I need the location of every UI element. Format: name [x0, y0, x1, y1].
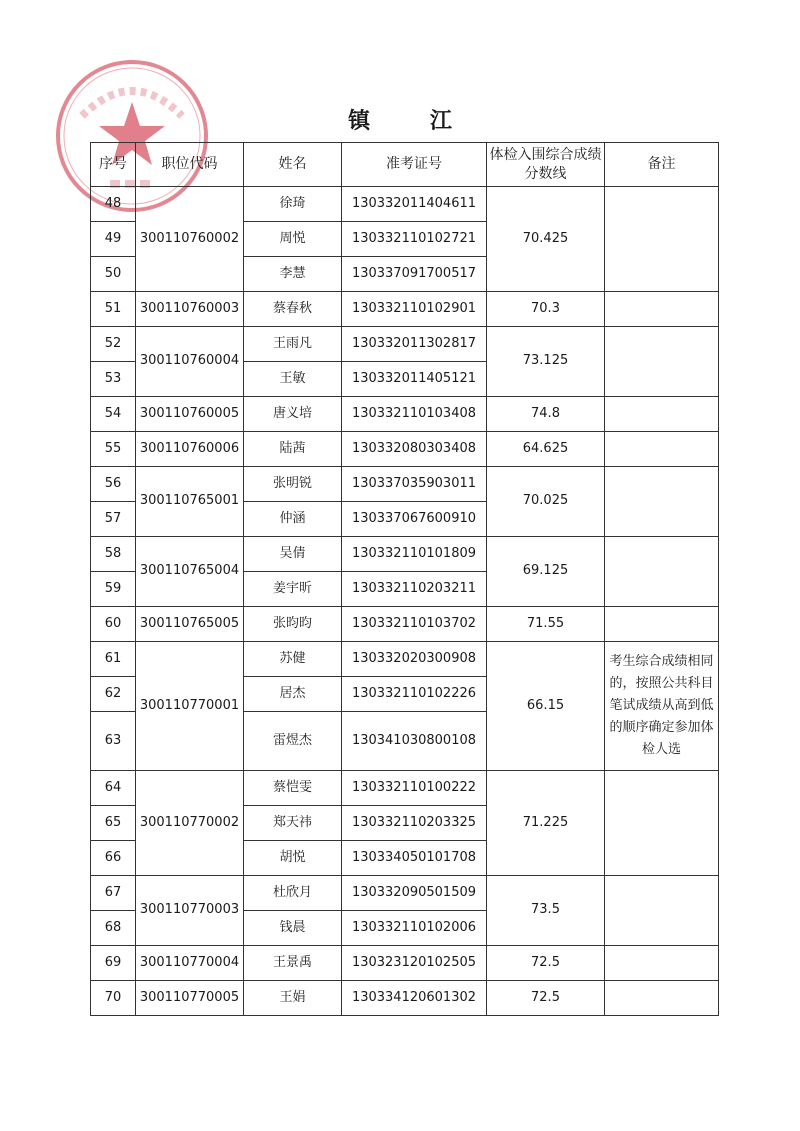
seq-cell: 53: [91, 362, 136, 397]
position-code-cell: 300110770005: [136, 981, 244, 1016]
header-note: 备注: [605, 143, 719, 187]
ticket-number-cell: 130334050101708: [342, 841, 487, 876]
note-cell: [605, 537, 719, 607]
ticket-number-cell: 130337091700517: [342, 257, 487, 292]
position-code-cell: 300110760003: [136, 292, 244, 327]
score-line-cell: 73.125: [487, 327, 605, 397]
table-row: [91, 432, 719, 467]
ticket-number-cell: 130332110100222: [342, 771, 487, 806]
table-row: [91, 642, 719, 677]
position-code-cell: 300110770002: [136, 771, 244, 876]
table-row: [91, 876, 719, 911]
name-cell: 王雨凡: [244, 327, 342, 362]
ticket-number-cell: 130332110102226: [342, 677, 487, 712]
note-cell: [605, 467, 719, 537]
ticket-number-cell: 130332110203325: [342, 806, 487, 841]
header-seq: 序号: [91, 143, 136, 187]
note-cell: [605, 876, 719, 946]
seq-cell: 51: [91, 292, 136, 327]
score-line-cell: 74.8: [487, 397, 605, 432]
score-line-cell: 64.625: [487, 432, 605, 467]
seq-cell: 59: [91, 572, 136, 607]
score-line-cell: 71.55: [487, 607, 605, 642]
score-line-cell: 66.15: [487, 642, 605, 771]
seq-cell: 67: [91, 876, 136, 911]
ticket-number-cell: 130332011302817: [342, 327, 487, 362]
table-row: [91, 771, 719, 806]
table-header-row: [91, 143, 719, 187]
header-score-line: 体检入围综合成绩分数线: [487, 143, 605, 187]
name-cell: 王景禹: [244, 946, 342, 981]
name-cell: 雷煜杰: [244, 712, 342, 771]
score-line-cell: 72.5: [487, 981, 605, 1016]
name-cell: 唐义培: [244, 397, 342, 432]
seq-cell: 64: [91, 771, 136, 806]
seq-cell: 52: [91, 327, 136, 362]
table-row: [91, 607, 719, 642]
name-cell: 蔡春秋: [244, 292, 342, 327]
score-line-cell: 70.425: [487, 187, 605, 292]
name-cell: 王敏: [244, 362, 342, 397]
position-code-cell: 300110765004: [136, 537, 244, 607]
note-cell: [605, 432, 719, 467]
ticket-number-cell: 130332110103408: [342, 397, 487, 432]
name-cell: 姜宇昕: [244, 572, 342, 607]
results-table: [90, 142, 719, 1016]
ticket-number-cell: 130337035903011: [342, 467, 487, 502]
name-cell: 钱晨: [244, 911, 342, 946]
seq-cell: 50: [91, 257, 136, 292]
seq-cell: 58: [91, 537, 136, 572]
ticket-number-cell: 130332020300908: [342, 642, 487, 677]
ticket-number-cell: 130332110101809: [342, 537, 487, 572]
seq-cell: 57: [91, 502, 136, 537]
score-line-cell: 69.125: [487, 537, 605, 607]
name-cell: 张昀昀: [244, 607, 342, 642]
score-line-cell: 70.025: [487, 467, 605, 537]
ticket-number-cell: 130332110102721: [342, 222, 487, 257]
note-cell: [605, 607, 719, 642]
name-cell: 周悦: [244, 222, 342, 257]
seq-cell: 63: [91, 712, 136, 771]
note-cell: [605, 771, 719, 876]
seq-cell: 65: [91, 806, 136, 841]
header-ticket-number: 准考证号: [342, 143, 487, 187]
score-line-cell: 70.3: [487, 292, 605, 327]
ticket-number-cell: 130334120601302: [342, 981, 487, 1016]
name-cell: 杜欣月: [244, 876, 342, 911]
name-cell: 李慧: [244, 257, 342, 292]
ticket-number-cell: 130332090501509: [342, 876, 487, 911]
seq-cell: 48: [91, 187, 136, 222]
position-code-cell: 300110760004: [136, 327, 244, 397]
seq-cell: 66: [91, 841, 136, 876]
ticket-number-cell: 130332110102006: [342, 911, 487, 946]
ticket-number-cell: 130323120102505: [342, 946, 487, 981]
name-cell: 胡悦: [244, 841, 342, 876]
seq-cell: 49: [91, 222, 136, 257]
page-title: 镇 江: [348, 109, 478, 134]
ticket-number-cell: 130332110102901: [342, 292, 487, 327]
note-cell: [605, 187, 719, 292]
name-cell: 仲涵: [244, 502, 342, 537]
name-cell: 蔡恺雯: [244, 771, 342, 806]
name-cell: 陆茜: [244, 432, 342, 467]
seq-cell: 54: [91, 397, 136, 432]
seq-cell: 69: [91, 946, 136, 981]
ticket-number-cell: 130332011405121: [342, 362, 487, 397]
seq-cell: 68: [91, 911, 136, 946]
table-row: [91, 187, 719, 222]
ticket-number-cell: 130332011404611: [342, 187, 487, 222]
score-line-cell: 72.5: [487, 946, 605, 981]
seq-cell: 60: [91, 607, 136, 642]
seq-cell: 62: [91, 677, 136, 712]
position-code-cell: 300110770003: [136, 876, 244, 946]
note-cell: [605, 397, 719, 432]
header-name: 姓名: [244, 143, 342, 187]
position-code-cell: 300110765001: [136, 467, 244, 537]
score-line-cell: 73.5: [487, 876, 605, 946]
name-cell: 郑天祎: [244, 806, 342, 841]
score-line-cell: 71.225: [487, 771, 605, 876]
header-position-code: 职位代码: [136, 143, 244, 187]
note-cell: [605, 292, 719, 327]
name-cell: 王娟: [244, 981, 342, 1016]
position-code-cell: 300110770001: [136, 642, 244, 771]
seq-cell: 55: [91, 432, 136, 467]
name-cell: 苏健: [244, 642, 342, 677]
name-cell: 张明锐: [244, 467, 342, 502]
name-cell: 徐琦: [244, 187, 342, 222]
seq-cell: 56: [91, 467, 136, 502]
position-code-cell: 300110770004: [136, 946, 244, 981]
table-row: [91, 981, 719, 1016]
note-cell: 考生综合成绩相同的，按照公共科目笔试成绩从高到低的顺序确定参加体检人选: [605, 642, 719, 771]
position-code-cell: 300110760002: [136, 187, 244, 292]
table-row: [91, 946, 719, 981]
ticket-number-cell: 130332110103702: [342, 607, 487, 642]
position-code-cell: 300110760006: [136, 432, 244, 467]
ticket-number-cell: 130332110203211: [342, 572, 487, 607]
table-row: [91, 292, 719, 327]
seq-cell: 61: [91, 642, 136, 677]
table-row: [91, 467, 719, 502]
table-row: [91, 397, 719, 432]
name-cell: 吴倩: [244, 537, 342, 572]
seq-cell: 70: [91, 981, 136, 1016]
ticket-number-cell: 130341030800108: [342, 712, 487, 771]
ticket-number-cell: 130332080303408: [342, 432, 487, 467]
position-code-cell: 300110760005: [136, 397, 244, 432]
table-row: [91, 537, 719, 572]
ticket-number-cell: 130337067600910: [342, 502, 487, 537]
position-code-cell: 300110765005: [136, 607, 244, 642]
note-cell: [605, 981, 719, 1016]
note-cell: [605, 327, 719, 397]
table-row: [91, 327, 719, 362]
note-cell: [605, 946, 719, 981]
name-cell: 居杰: [244, 677, 342, 712]
